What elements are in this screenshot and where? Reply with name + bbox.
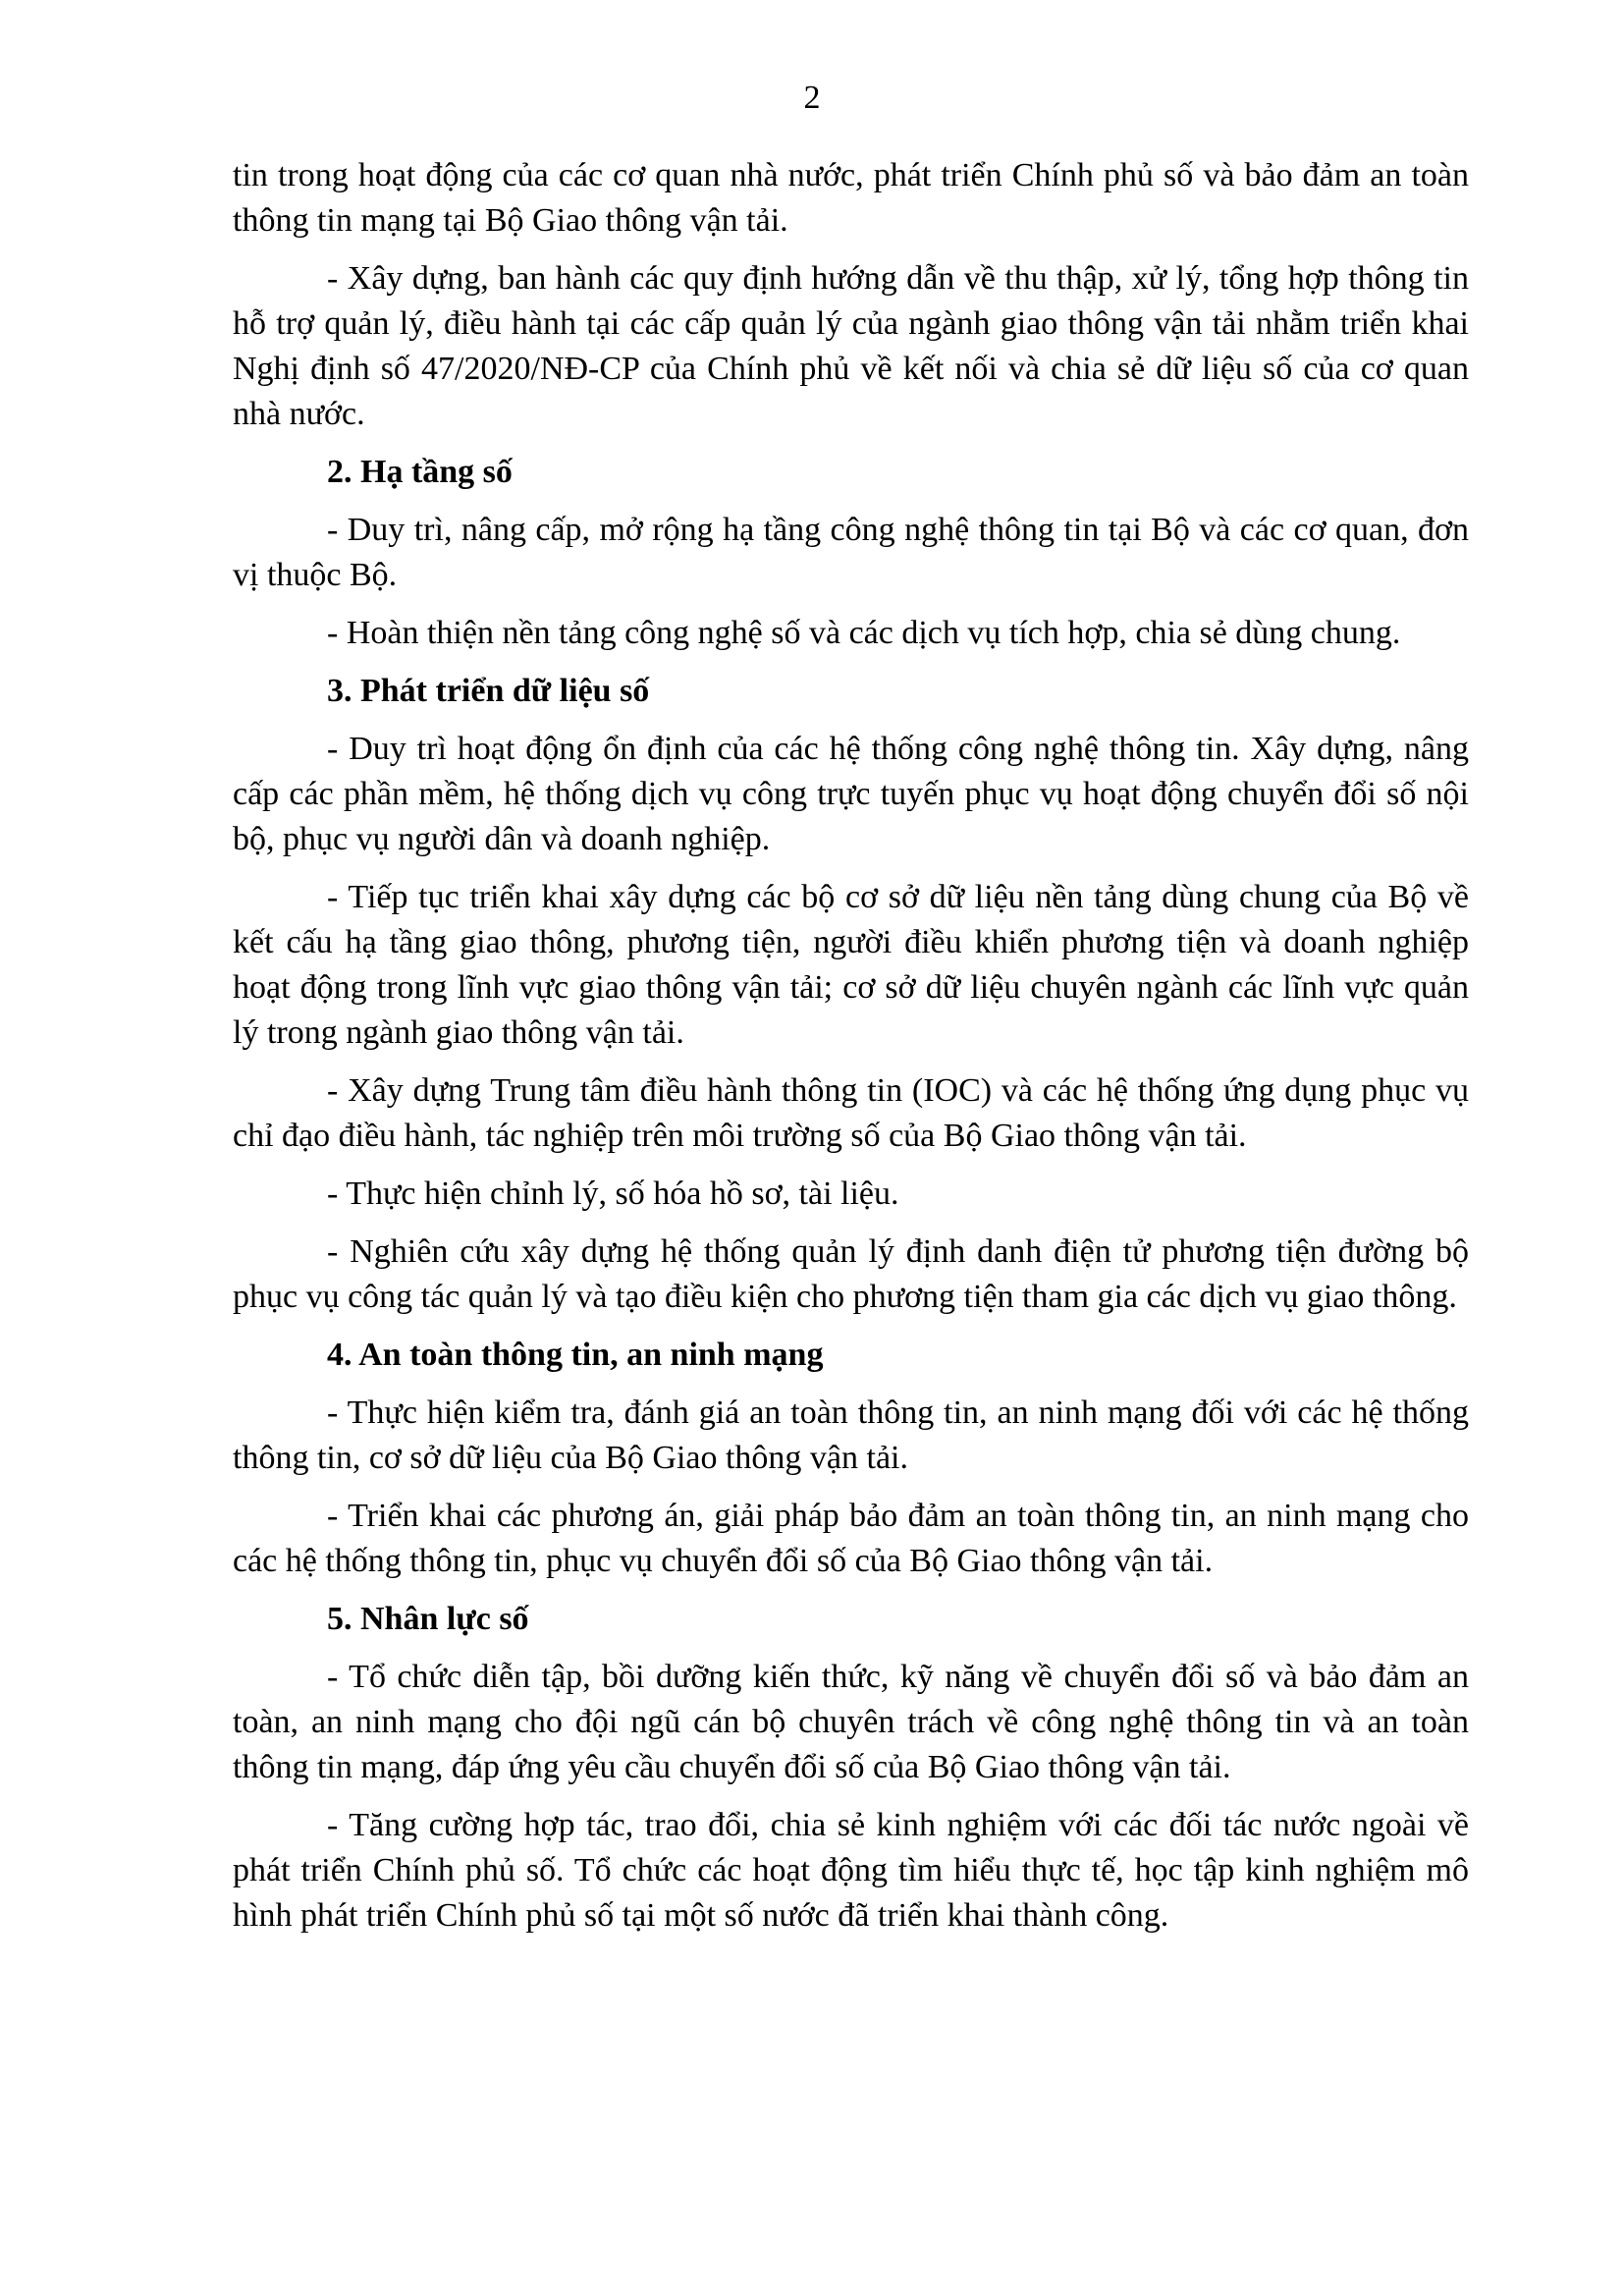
paragraph-maintain-it-infrastructure: - Duy trì, nâng cấp, mở rộng hạ tầng công nghệ thông tin tại Bộ và các cơ quan, đơn vị thuộc Bộ.: [233, 512, 1469, 593]
document-body: [233, 153, 1469, 1951]
paragraph-continuation: tin trong hoạt động của các cơ quan nhà nước, phát triển Chính phủ số và bảo đảm an toàn thông tin mạng tại Bộ Giao thông vận tải.: [233, 157, 1469, 239]
paragraph-shared-databases: - Tiếp tục triển khai xây dựng các bộ cơ sở dữ liệu nền tảng dùng chung của Bộ về kết cấu hạ tầng giao thông, phương tiện, người điều khiển phương tiện và doanh nghiệp hoạt động trong lĩnh vực giao thông vận tải; cơ sở dữ liệu chuyên ngành các lĩnh vực quản lý trong ngành giao thông vận tải.: [233, 879, 1469, 1051]
paragraph-data-regulation: - Xây dựng, ban hành các quy định hướng dẫn về thu thập, xử lý, tổng hợp thông tin hỗ trợ quản lý, điều hành tại các cấp quản lý của ngành giao thông vận tải nhằm triển khai Nghị định số 47/2020/NĐ-CP của Chính phủ về kết nối và chia sẻ dữ liệu số của cơ quan nhà nước.: [233, 260, 1469, 432]
section-heading-digital-data: 3. Phát triển dữ liệu số: [327, 673, 650, 709]
page-number: 2: [803, 80, 821, 116]
paragraph-shared-platform: - Hoàn thiện nền tảng công nghệ số và các dịch vụ tích hợp, chia sẻ dùng chung.: [327, 615, 1401, 651]
paragraph-security-solutions: - Triển khai các phương án, giải pháp bảo đảm an toàn thông tin, an ninh mạng cho các hệ thống thông tin, phục vụ chuyển đổi số của Bộ Giao thông vận tải.: [233, 1498, 1469, 1579]
paragraph-international-cooperation: - Tăng cường hợp tác, trao đổi, chia sẻ kinh nghiệm với các đối tác nước ngoài về phát triển Chính phủ số. Tổ chức các hoạt động tìm hiểu thực tế, học tập kinh nghiệm mô hình phát triển Chính phủ số tại một số nước đã triển khai thành công.: [233, 1807, 1469, 1934]
section-heading-digital-workforce: 5. Nhân lực số: [327, 1601, 529, 1637]
paragraph-security-assessment: - Thực hiện kiểm tra, đánh giá an toàn thông tin, an ninh mạng đối với các hệ thống thông tin, cơ sở dữ liệu của Bộ Giao thông vận tải.: [233, 1394, 1469, 1476]
paragraph-ioc-center: - Xây dựng Trung tâm điều hành thông tin (IOC) và các hệ thống ứng dụng phục vụ chỉ đạo điều hành, tác nghiệp trên môi trường số của Bộ Giao thông vận tải.: [233, 1072, 1469, 1154]
section-heading-digital-infrastructure: 2. Hạ tầng số: [327, 454, 513, 490]
section-heading-cyber-security: 4. An toàn thông tin, an ninh mạng: [327, 1337, 824, 1373]
paragraph-maintain-systems: - Duy trì hoạt động ổn định của các hệ thống công nghệ thông tin. Xây dựng, nâng cấp các phần mềm, hệ thống dịch vụ công trực tuyến phục vụ hoạt động chuyển đổi số nội bộ, phục vụ người dân và doanh nghiệp.: [233, 731, 1469, 857]
paragraph-vehicle-identity: - Nghiên cứu xây dựng hệ thống quản lý định danh điện tử phương tiện đường bộ phục vụ công tác quản lý và tạo điều kiện cho phương tiện tham gia các dịch vụ giao thông.: [233, 1233, 1469, 1315]
paragraph-training: - Tổ chức diễn tập, bồi dưỡng kiến thức, kỹ năng về chuyển đổi số và bảo đảm an toàn, an ninh mạng cho đội ngũ cán bộ chuyên trách về công nghệ thông tin và an toàn thông tin mạng, đáp ứng yêu cầu chuyển đổi số của Bộ Giao thông vận tải.: [233, 1659, 1469, 1785]
paragraph-digitize-records: - Thực hiện chỉnh lý, số hóa hồ sơ, tài liệu.: [327, 1175, 899, 1212]
